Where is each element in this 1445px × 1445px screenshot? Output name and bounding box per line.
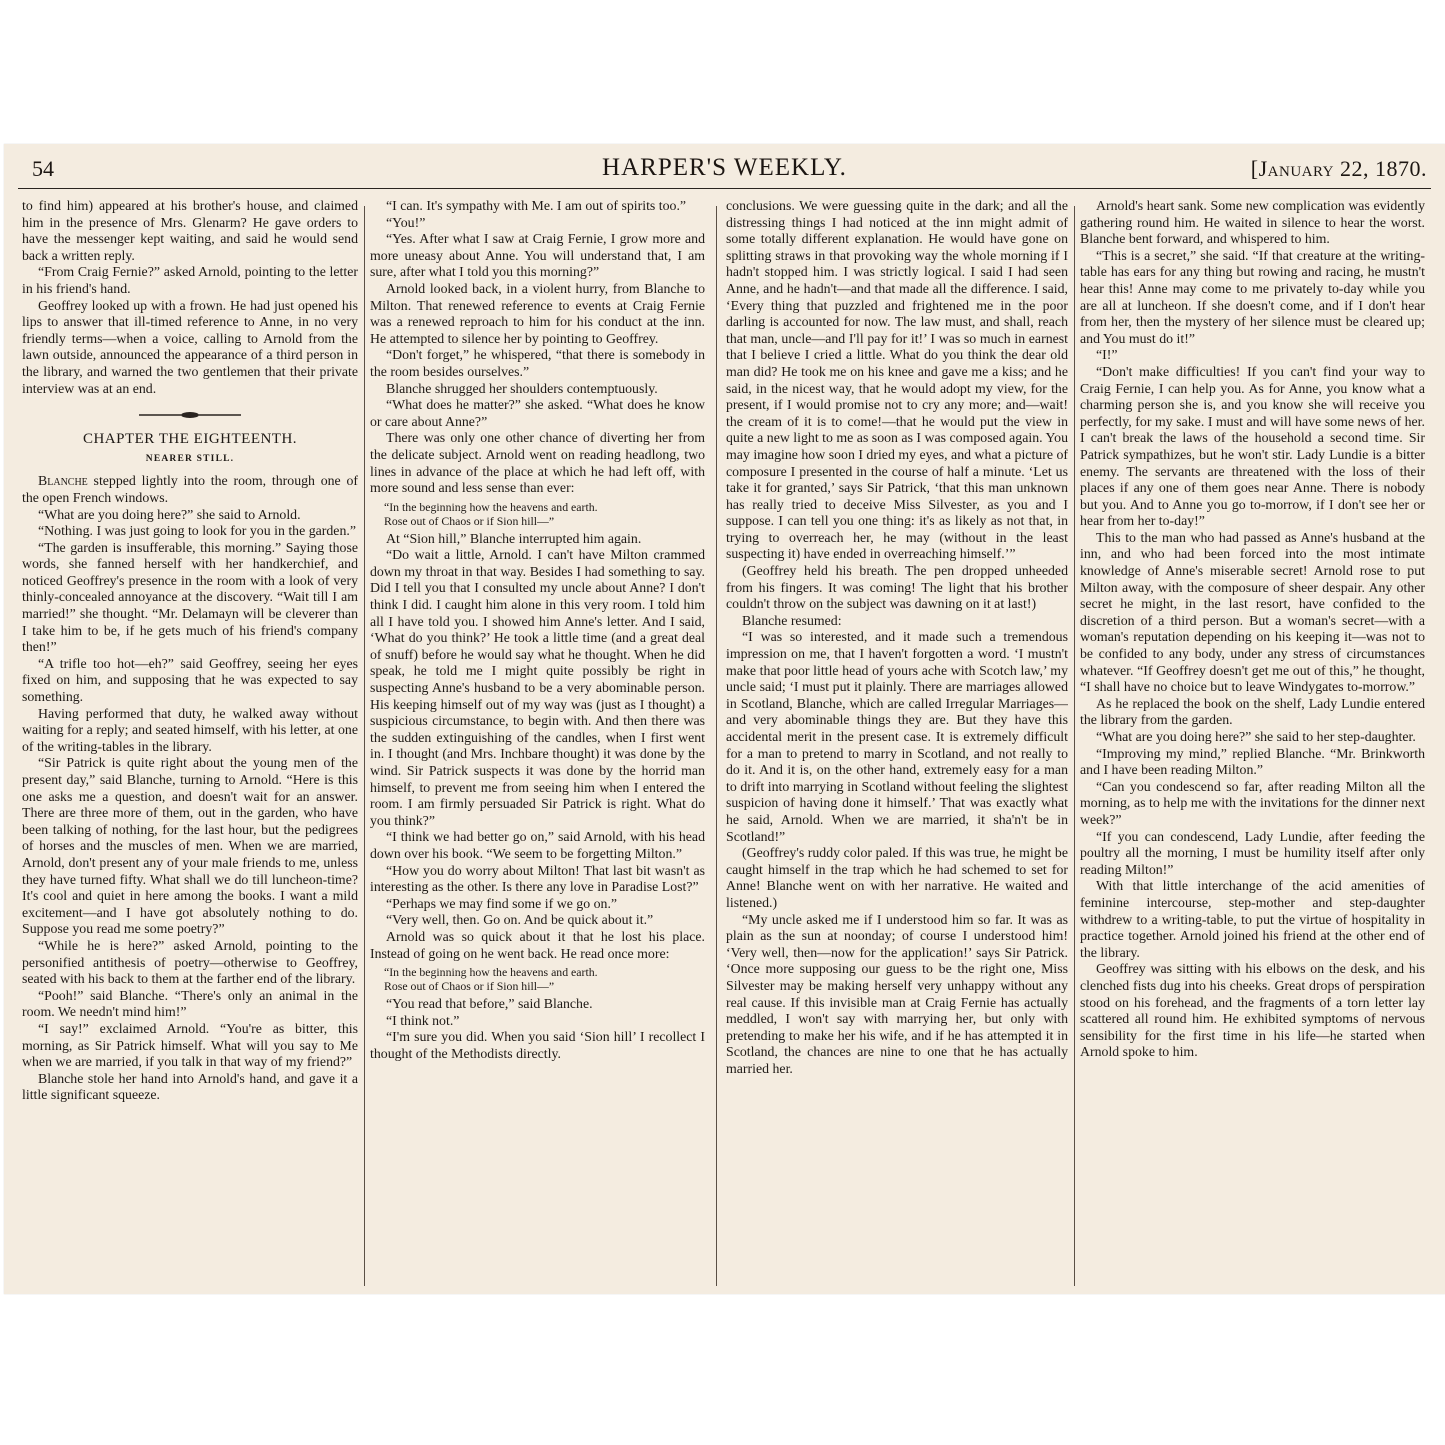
column-separator bbox=[716, 206, 717, 1286]
page-number: 54 bbox=[32, 156, 54, 181]
column-3 bbox=[726, 198, 1068, 1290]
paragraph: Arnold looked back, in a violent hurry, from Blanche to Milton. That renewed reference to events at Craig Fernie was a renewed reproach to him for his conduct at the inn. He attempted to silence her by pointing to Geoffrey. bbox=[370, 280, 705, 346]
issue-date: [January 22, 1870. bbox=[1250, 156, 1427, 181]
column-1 bbox=[22, 198, 358, 1290]
column-separator bbox=[1074, 206, 1075, 1286]
paragraph: Geoffrey looked up with a frown. He had just opened his lips to answer that ill-timed reference to Anne, in no very friendly terms—when a voice, calling to Arnold from the lawn outside, announced the appearance of a third person in the library, and warned the two gentlemen that their private interview was at an end. bbox=[22, 297, 358, 396]
masthead-rule bbox=[18, 188, 1431, 189]
paragraph: “Yes. After what I saw at Craig Fernie, I grow more and more uneasy about Anne. You will understand that, I am sure, after what I told you this morning?” bbox=[370, 231, 705, 280]
paragraph: With that little interchange of the acid amenities of feminine intercourse, step-mother and step-daughter withdrew to a writing-table, to put the virtue of hospitality in practice together. Arnold joined his friend at the other end of the library. bbox=[1080, 878, 1425, 960]
paragraph: “This is a secret,” she said. “If that creature at the writing-table has ears for any thing but rowing and racing, he mustn't hear this! Anne may come to me privately to-day while you are all at luncheon. If she doesn't come, and if I don't hear from her, then the mystery of her silence must be cleared up; and You must do it!” bbox=[1080, 247, 1425, 346]
paragraph: “I think we had better go on,” said Arnold, with his head down over his book. “We seem to be forgetting Milton.” bbox=[370, 829, 705, 861]
chapter-title: CHAPTER THE EIGHTEENTH. bbox=[82, 431, 298, 448]
paragraph: “Very well, then. Go on. And be quick about it.” bbox=[386, 912, 654, 928]
paragraph: Geoffrey was sitting with his elbows on the desk, and his clenched fists dug into his cheeks. Great drops of perspiration stood on his forehead, and the fragments of a torn letter lay scattered all round him. He exhibited symptoms of nervous sensibility for the first time in his life—he started when Arnold spoke to him. bbox=[1080, 961, 1425, 1060]
paragraph: “Sir Patrick is quite right about the young men of the present day,” said Blanche, turning to Arnold. “Here is this one asks me a question, and doesn't wait for an answer. There are three more of them, out in the garden, who have been talking of nothing, for the last hour, but the pedigrees of horses and the muscles of men. When we are married, Arnold, don't present any of your male friends to me, unless they have turned fifty. What shall we do till luncheon-time? It's cool and quiet in here among the books. I want a mild excitement—and I have got absolutely nothing to do. Suppose you read me some poetry?” bbox=[22, 755, 358, 937]
ornament-divider bbox=[135, 411, 245, 419]
verse-quote bbox=[384, 965, 705, 993]
paragraph: As he replaced the book on the shelf, Lady Lundie entered the library from the garden. bbox=[1080, 695, 1425, 728]
paragraph: “What are you doing here?” she said to her step-daughter. bbox=[1096, 729, 1416, 744]
paragraph: “Pooh!” said Blanche. “There's only an animal in the room. We needn't mind him!” bbox=[22, 987, 358, 1020]
verse-line: Rose out of Chaos or if Sion hill—” bbox=[384, 513, 555, 528]
paragraph: “From Craig Fernie?” asked Arnold, pointing to the letter in his friend's hand. bbox=[22, 264, 358, 296]
lead-word: Blanche bbox=[38, 473, 88, 489]
paragraph: “I think not.” bbox=[386, 1012, 460, 1028]
paragraph: “How you do worry about Milton! That last bit wasn't as interesting as the other. Is there any love in Paradise Lost?” bbox=[370, 862, 705, 895]
paragraph: “A trifle too hot—eh?” said Geoffrey, seeing her eyes fixed on him, and supposing that he was expected to say something. bbox=[22, 655, 358, 705]
paragraph-text: stepped lightly into the room, through one of the open French windows. bbox=[22, 473, 358, 505]
paragraph: “My uncle asked me if I understood him so far. It was as plain as the sun at noonday; of course I understood him! ‘Very well, then—now for the application!’ says Sir Patrick. ‘Once more supposing our guess to be the right one, Miss Silvester may be making herself very unhappy without any real cause. If this invisible man at Craig Fernie has actually meddled, I won't say with marrying her, but only with pretending to make her his wife, and if he has attempted it in Scotland, the chances are nine to one that he has actually married her. bbox=[726, 911, 1068, 1076]
column-separator bbox=[364, 206, 365, 1286]
column-1-bottom bbox=[22, 473, 358, 1104]
paragraph: Blanche stole her hand into Arnold's hand, and gave it a little significant squeeze. bbox=[22, 1070, 358, 1103]
newspaper-page bbox=[4, 144, 1445, 1294]
paragraph: At “Sion hill,” Blanche interrupted him again. bbox=[386, 530, 642, 546]
paragraph: “I say!” exclaimed Arnold. “You're as bitter, this morning, as Sir Patrick himself. What will you say to Me when we are married, if you talk in that way of my friend?” bbox=[22, 1020, 358, 1070]
column-2 bbox=[370, 198, 705, 1290]
paragraph: Arnold was so quick about it that he lost his place. Instead of going on he went back. He read once more: bbox=[370, 928, 705, 961]
paragraph: There was only one other chance of diverting her from the delicate subject. Arnold went on reading headlong, two lines in advance of the place at which he had left off, with more sound and less sense than ever: bbox=[370, 430, 705, 496]
paragraph: “Improving my mind,” replied Blanche. “Mr. Brinkworth and I have been reading Milton.” bbox=[1080, 745, 1425, 778]
paragraph: “Don't forget,” he whispered, “that there is somebody in the room besides ourselves.” bbox=[370, 347, 705, 379]
paragraph: “You!” bbox=[386, 214, 426, 230]
paragraph: “The garden is insufferable, this morning.” Saying those words, she fanned herself with her handkerchief, and noticed Geoffrey's presence in the room with a look of very thinly-concealed annoyance at the discovery. “Wait till I am married!” she thought. “Mr. Delamayn will be cleverer than I take him to be, if he gets much of his friend's company then!” bbox=[22, 539, 358, 655]
verse-quote bbox=[384, 500, 705, 528]
verse-line: “In the beginning how the heavens and earth. bbox=[384, 499, 598, 514]
column-1-top bbox=[22, 198, 358, 397]
verse-line: “In the beginning how the heavens and earth. bbox=[384, 965, 598, 980]
paragraph bbox=[22, 473, 358, 506]
paragraph: “Don't make difficulties! If you can't find your way to Craig Fernie, I can help you. As for Anne, you know what a charming person she is, and you know she will receive you perfectly, for my sake. I must and will have some news of her. I can't break the laws of the household a second time. Sir Patrick sympathizes, but he won't stir. Lady Lundie is a bitter enemy. The servants are threatened with the loss of their places if any one of them goes near Anne. There is nobody but you. And to Anne you go to-morrow, if I don't see her or hear from her to-day!” bbox=[1080, 363, 1425, 529]
paragraph: “What are you doing here?” she said to Arnold. bbox=[38, 506, 301, 522]
paragraph: This to the man who had passed as Anne's husband at the inn, and who had been forced into the most intimate knowledge of Anne's miserable secret! Arnold rose to put Milton away, with the composure of sheer despair. Any other secret he might, in the last resort, have confided to the discretion of a third person. But a woman's secret—with a woman's reputation depending on his keeping it—was not to be confided to any body, under any stress of circumstances whatever. “If Geoffrey doesn't get me out of this,” he thought, “I shall have no choice but to leave Windygates to-morrow.” bbox=[1080, 529, 1425, 695]
verse-line: Rose out of Chaos or if Sion hill—” bbox=[384, 979, 555, 994]
paragraph: “You read that before,” said Blanche. bbox=[386, 996, 593, 1012]
paragraph: “Perhaps we may find some if we go on.” bbox=[386, 895, 618, 911]
chapter-subtitle: NEARER STILL. bbox=[145, 453, 235, 464]
paragraph: to find him) appeared at his brother's house, and claimed him in the presence of Mrs. Glenarm? He gave orders to have the messenger kept waiting, and said he would send back a written reply. bbox=[22, 198, 358, 263]
paragraph: “I can. It's sympathy with Me. I am out of spirits too.” bbox=[386, 198, 687, 213]
paragraph: Having performed that duty, he walked away without waiting for a reply; and seated himself, with his letter, at one of the writing-tables in the library. bbox=[22, 705, 358, 754]
newspaper-title: HARPER'S WEEKLY. bbox=[602, 154, 847, 181]
paragraph: “Can you condescend so far, after reading Milton all the morning, as to help me with the invitations for the dinner next week?” bbox=[1080, 778, 1425, 827]
paragraph: Blanche resumed: bbox=[742, 612, 842, 628]
paragraph: (Geoffrey's ruddy color paled. If this was true, he might be caught himself in the trap which he had schemed to set for Anne! Blanche went on with her narrative. He waited and listened.) bbox=[726, 845, 1068, 910]
paragraph: “Do wait a little, Arnold. I can't have Milton crammed down my throat in that way. Besides I had something to say. Did I tell you that I consulted my uncle about Anne? I don't think I did. I caught him alone in this very room. I told him all I have told you. I showed him Anne's letter. And I said, ‘What do you think?’ He took a little time (and a great deal of snuff) before he would say what he thought. When he did speak, he told me I might quite possibly be right in suspecting Anne's husband to be a very abominable person. His keeping himself out of my way was (just as I thought) a suspicious circumstance, to begin with. And then there was the sudden extinguishing of the candles, when I first went in. I thought (and Mrs. Inchbare thought) it was done by the wind. Sir Patrick suspects it was done by the horrid man himself, to prevent me from seeing him when I entered the room. I am firmly persuaded Sir Patrick is right. What do you think?” bbox=[370, 547, 705, 828]
paragraph: (Geoffrey held his breath. The pen dropped unheeded from his fingers. It was coming! The light that his brother couldn't throw on the subject was dawning on it at last!) bbox=[726, 563, 1068, 612]
masthead bbox=[14, 144, 1435, 190]
column-4 bbox=[1080, 198, 1425, 1290]
paragraph: “If you can condescend, Lady Lundie, after feeding the poultry all the morning, I must be humility itself after only reading Milton!” bbox=[1080, 828, 1425, 877]
paragraph: “While he is here?” asked Arnold, pointing to the personified antithesis of poetry—otherwise to Geoffrey, seated with his back to them at the farther end of the library. bbox=[22, 937, 358, 987]
paragraph: Arnold's heart sank. Some new complication was evidently gathering round him. He waited in silence to hear the worst. Blanche bent forward, and whispered to him. bbox=[1080, 198, 1425, 247]
paragraph: “Nothing. I was just going to look for you in the garden.” bbox=[38, 523, 356, 539]
paragraph: conclusions. We were guessing quite in the dark; and all the distressing things I had noticed at the inn might admit of some totally different explanation. He would have gone on splitting straws in that provoking way the whole morning if I hadn't stopped him. I was strictly logical. I said I had seen Anne, and he hadn't—and that made all the difference. I said, ‘Every thing that puzzled and frightened me in the poor darling is accounted for now. The law must, and shall, reach that man, uncle—and I'll pay for it!’ I was so much in earnest that I believe I cried a little. What do you think the dear old man did? He took me on his knee and gave me a kiss; and he said, in the nicest way, that he would adopt my view, for the present, if I would promise not to cry any more; and—wait! the cream of it is to come!—that he would put the view in quite a new light to me as soon as I was composed again. You may imagine how soon I dried my eyes, and what a picture of composure I presented in the course of half a minute. ‘Let us take it for granted,’ says Sir Patrick, ‘that this man unknown has really tried to deceive Miss Silvester, as you and I suppose. I can tell you one thing: it's as likely as not that, in trying to overreach her, he may (without in the least suspecting it) have ended in overreaching himself.’” bbox=[726, 198, 1068, 562]
paragraph: Blanche shrugged her shoulders contemptuously. bbox=[386, 380, 658, 396]
paragraph: “I was so interested, and it made such a tremendous impression on me, that I haven't forgotten a word. ‘I mustn't make that poor little head of yours ache with Scotch law,’ my uncle said; ‘I must put it plainly. There are marriages allowed in Scotland, Blanche, which are called Irregular Marriages—and very abominable things they are. But they have this accidental merit in the present case. It is extremely difficult for a man to pretend to marry in Scotland, and not really to do it. And it is, on the other hand, extremely easy for a man to drift into marrying in Scotland without feeling the slightest suspicion of having done it himself.’ That was exactly what he said, Arnold. When we are married, it sha'n't be in Scotland!” bbox=[726, 629, 1068, 844]
paragraph: “What does he matter?” she asked. “What does he know or care about Anne?” bbox=[370, 397, 705, 429]
paragraph: “I!” bbox=[1096, 347, 1118, 363]
paragraph: “I'm sure you did. When you said ‘Sion hill’ I recollect I thought of the Methodists directly. bbox=[370, 1029, 705, 1061]
